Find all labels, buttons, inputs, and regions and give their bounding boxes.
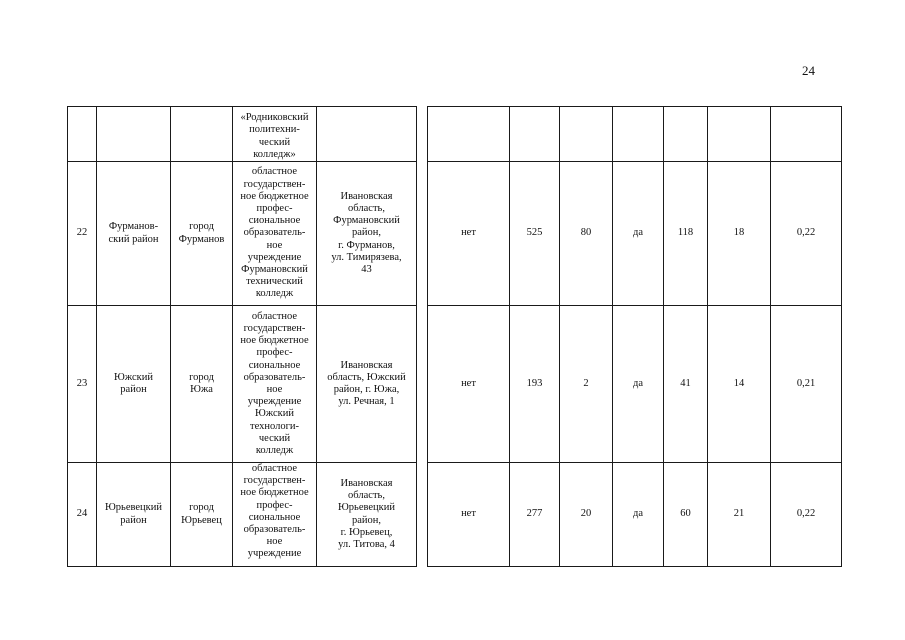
cell-col11: [708, 162, 771, 306]
cell-col10: [664, 162, 708, 306]
cell-district: [97, 162, 171, 306]
page-number: 24: [802, 63, 815, 78]
cell-col8: [560, 162, 613, 306]
cell-text: 14: [733, 377, 745, 389]
cell-text: Юрьевецкий район: [104, 502, 162, 526]
cell-text: областное государствен- ное бюджетное профес- сиональное образователь- ное учреждение Южский технологи- ческий колледж: [240, 310, 309, 457]
cell-col11: [708, 463, 771, 567]
cell-num: [68, 162, 97, 306]
cell-num: [68, 306, 97, 463]
cell-col6: [428, 306, 510, 463]
cell-text: да: [632, 227, 643, 239]
cell-col10: [664, 463, 708, 567]
cell-address: [317, 306, 417, 463]
cell-text: областное государствен- ное бюджетное профес- сиональное образователь- ное учреждение: [240, 463, 309, 560]
cell-address: [317, 162, 417, 306]
cell-col7: [510, 306, 560, 463]
cell-locality: [171, 162, 233, 306]
cell-num: [68, 107, 97, 162]
cell-text: 21: [733, 508, 745, 520]
cell-district: [97, 107, 171, 162]
cell-text: Ивановская область, Фурмановский район, г. Фурманов, ул. Тимирязева, 43: [331, 190, 402, 275]
cell-text: Фурманов- ский район: [108, 221, 159, 245]
cell-col9: [613, 463, 664, 567]
fragment-name-text: «Родниковский политехни- ческий колледж»: [240, 112, 309, 160]
cell-text: город Юрьевец: [181, 502, 222, 526]
cell-col8: [560, 107, 613, 162]
cell-text: 193: [526, 377, 543, 389]
cell-district: [97, 463, 171, 567]
cell-text: 118: [677, 227, 694, 239]
cell-name: [233, 107, 317, 162]
cell-text: областное государствен- ное бюджетное профес- сиональное образователь- ное учреждение Фурмановский технический колледж: [240, 166, 309, 300]
cell-col12: [771, 162, 842, 306]
cell-text: 18: [733, 227, 745, 239]
cell-col10: [664, 107, 708, 162]
table-row: [68, 306, 842, 463]
cell-text: нет: [461, 227, 476, 239]
cell-text: нет: [461, 508, 476, 520]
cell-text: 525: [526, 227, 543, 239]
cell-text: Ивановская область, Южский район, г. Южа, ул. Речная, 1: [327, 359, 406, 408]
cell-text: 80: [580, 227, 592, 239]
cell-text: 60: [680, 508, 691, 520]
cell-text: Южский район: [114, 371, 153, 395]
cell-name: [233, 463, 317, 567]
cell-text: 41: [680, 377, 691, 389]
column-gap: [417, 463, 428, 567]
column-gap: [417, 306, 428, 463]
cell-text: 22: [76, 227, 88, 239]
cell-col6: [428, 162, 510, 306]
cell-col11: [708, 107, 771, 162]
cell-text: да: [632, 508, 643, 520]
cell-text: 277: [526, 508, 543, 520]
cell-text: 0,21: [796, 377, 816, 389]
cell-col7: [510, 107, 560, 162]
table-row: [68, 463, 842, 567]
cell-col7: [510, 463, 560, 567]
cell-address: [317, 107, 417, 162]
cell-col12: [771, 107, 842, 162]
cell-address: [317, 463, 417, 567]
cell-col6: [428, 107, 510, 162]
cell-col8: [560, 463, 613, 567]
cell-col9: [613, 162, 664, 306]
table-row-fragment: [68, 107, 842, 162]
cell-text: 0,22: [796, 508, 816, 520]
cell-text: нет: [461, 377, 476, 389]
cell-text: 24: [76, 508, 88, 520]
cell-col12: [771, 463, 842, 567]
cell-name: [233, 306, 317, 463]
cell-text: да: [632, 377, 643, 389]
cell-col9: [613, 306, 664, 463]
cell-locality: [171, 107, 233, 162]
cell-col6: [428, 463, 510, 567]
table-row: [68, 162, 842, 306]
cell-col11: [708, 306, 771, 463]
cell-num: [68, 463, 97, 567]
cell-col10: [664, 306, 708, 463]
column-gap: [417, 107, 428, 162]
cell-text: 2: [583, 377, 589, 389]
cell-district: [97, 306, 171, 463]
cell-text: 23: [76, 377, 88, 389]
cell-locality: [171, 306, 233, 463]
cell-text: город Фурманов: [178, 221, 225, 245]
cell-name: [233, 162, 317, 306]
cell-locality: [171, 463, 233, 567]
cell-text: 20: [580, 508, 592, 520]
cell-col12: [771, 306, 842, 463]
cell-text: город Южа: [189, 371, 214, 395]
cell-col8: [560, 306, 613, 463]
cell-col9: [613, 107, 664, 162]
data-table: [67, 106, 842, 567]
cell-text: Ивановская область, Юрьевецкий район, г. Юрьевец, ул. Титова, 4: [337, 477, 395, 550]
cell-col7: [510, 162, 560, 306]
column-gap: [417, 162, 428, 306]
cell-text: 0,22: [796, 227, 816, 239]
